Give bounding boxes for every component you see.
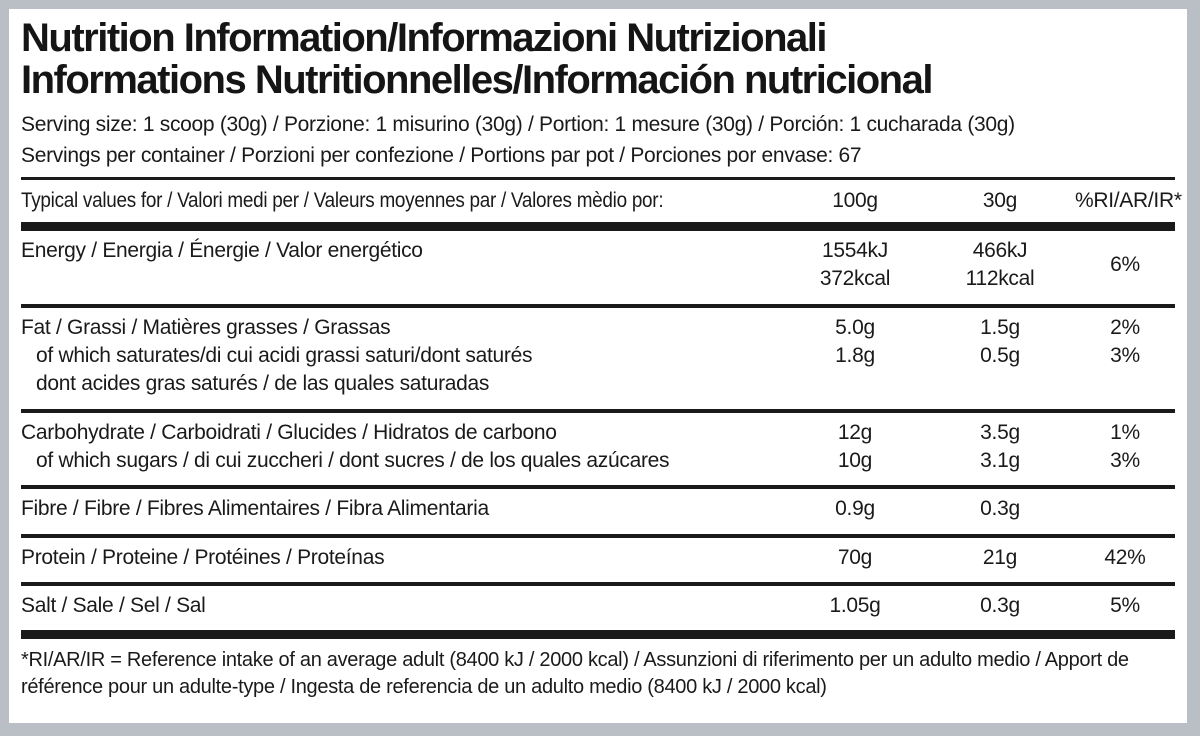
section-carbohydrate (21, 413, 1175, 486)
row-label-saturates-continued: dont acides gras saturés / de las quales saturadas (36, 372, 490, 396)
table-row-sugars (21, 447, 1175, 475)
empty-cell (925, 370, 1075, 398)
section-fat (21, 308, 1175, 409)
energy-values-100g (785, 237, 925, 294)
fibre-ri-percent (1075, 495, 1175, 523)
salt-30g: 0.3g (980, 594, 1020, 618)
sugars-ri-percent: 3% (1110, 449, 1140, 473)
carbohydrate-30g: 3.5g (980, 420, 1020, 444)
section-energy (21, 231, 1175, 304)
empty-cell (1075, 370, 1175, 398)
label-title-line1: Nutrition Information/Informazioni Nutrizionali (21, 16, 826, 60)
label-title-line2: Informations Nutritionnelles/Información nutricional (21, 58, 932, 102)
sugars-30g: 3.1g (980, 449, 1020, 473)
energy-kj-100g: 1554kJ (822, 239, 888, 263)
protein-30g: 21g (982, 545, 1018, 569)
section-protein (21, 538, 1175, 582)
energy-values-30g (925, 237, 1075, 294)
table-row-fat (21, 314, 1175, 342)
row-label-energy: Energy / Energia / Énergie / Valor energético (21, 239, 423, 263)
saturates-ri-percent: 3% (1110, 344, 1140, 368)
label-title (21, 17, 1175, 101)
sugars-100g: 10g (837, 449, 873, 473)
reference-intake-footnote: *RI/AR/IR = Reference intake of an average adult (8400 kJ / 2000 kcal) / Assunzioni di riferimento per un adulto medio / Apport de référence pour un adulte-type / Ingesta de referencia de un adulto medio (8400 kJ / 2000 kcal) (21, 649, 1129, 699)
table-row-protein (21, 544, 1175, 572)
row-label-fibre: Fibre / Fibre / Fibres Alimentaires / Fibra Alimentaria (21, 497, 489, 521)
fat-100g: 5.0g (835, 315, 875, 339)
header-typical-values-text: Typical values for / Valori medi per / Valeurs moyennes par / Valores mèdio por: (21, 188, 664, 212)
saturates-100g: 1.8g (835, 344, 875, 368)
section-salt (21, 586, 1175, 630)
table-row-energy (21, 237, 1175, 294)
energy-kj-30g: 466kJ (972, 239, 1028, 263)
row-label-saturates: of which saturates/di cui acidi grassi saturi/dont saturés (36, 344, 533, 368)
servings-per-container-line: Servings per container / Porzioni per confezione / Portions par pot / Porciones por envase: 67 (21, 144, 862, 168)
divider-thick-top (21, 222, 1175, 231)
energy-kcal-100g: 372kcal (819, 267, 891, 291)
col-header-ri-percent: %RI/AR/IR* (1075, 188, 1182, 212)
energy-kcal-30g: 112kcal (965, 267, 1035, 291)
divider-thick-bottom (21, 630, 1175, 639)
energy-ri-percent: 6% (1110, 253, 1140, 277)
row-label-salt: Salt / Sale / Sel / Sal (21, 594, 206, 618)
carbohydrate-ri-percent: 1% (1110, 420, 1140, 444)
col-header-100g: 100g (832, 188, 878, 212)
table-row-salt (21, 592, 1175, 620)
table-row-fibre (21, 495, 1175, 523)
fat-ri-percent: 2% (1110, 315, 1140, 339)
values-header-row (21, 180, 1182, 222)
table-row-saturates-continued (21, 370, 1175, 398)
table-row-carbohydrate (21, 419, 1175, 447)
col-header-30g: 30g (982, 188, 1018, 212)
salt-100g: 1.05g (829, 594, 881, 618)
fibre-30g: 0.3g (980, 497, 1020, 521)
section-fibre (21, 489, 1175, 533)
serving-size-line: Serving size: 1 scoop (30g) / Porzione: 1 misurino (30g) / Portion: 1 mesure (30g) / Porción: 1 cucharada (30g) (21, 113, 1015, 136)
protein-ri-percent: 42% (1104, 545, 1146, 569)
salt-ri-percent: 5% (1110, 594, 1140, 618)
carbohydrate-100g: 12g (837, 420, 873, 444)
table-row-saturates (21, 342, 1175, 370)
empty-cell (785, 370, 925, 398)
protein-100g: 70g (837, 545, 873, 569)
header-typical-values (21, 187, 785, 215)
row-label-sugars: of which sugars / di cui zuccheri / dont sucres / de los quales azúcares (36, 449, 670, 473)
fibre-100g: 0.9g (835, 497, 875, 521)
row-label-fat: Fat / Grassi / Matières grasses / Grassas (21, 315, 391, 339)
fat-30g: 1.5g (980, 315, 1020, 339)
saturates-30g: 0.5g (980, 344, 1020, 368)
nutrition-label (9, 9, 1187, 723)
row-label-carbohydrate: Carbohydrate / Carboidrati / Glucides / Hidratos de carbono (21, 420, 557, 444)
row-label-protein: Protein / Proteine / Protéines / Proteínas (21, 545, 385, 569)
